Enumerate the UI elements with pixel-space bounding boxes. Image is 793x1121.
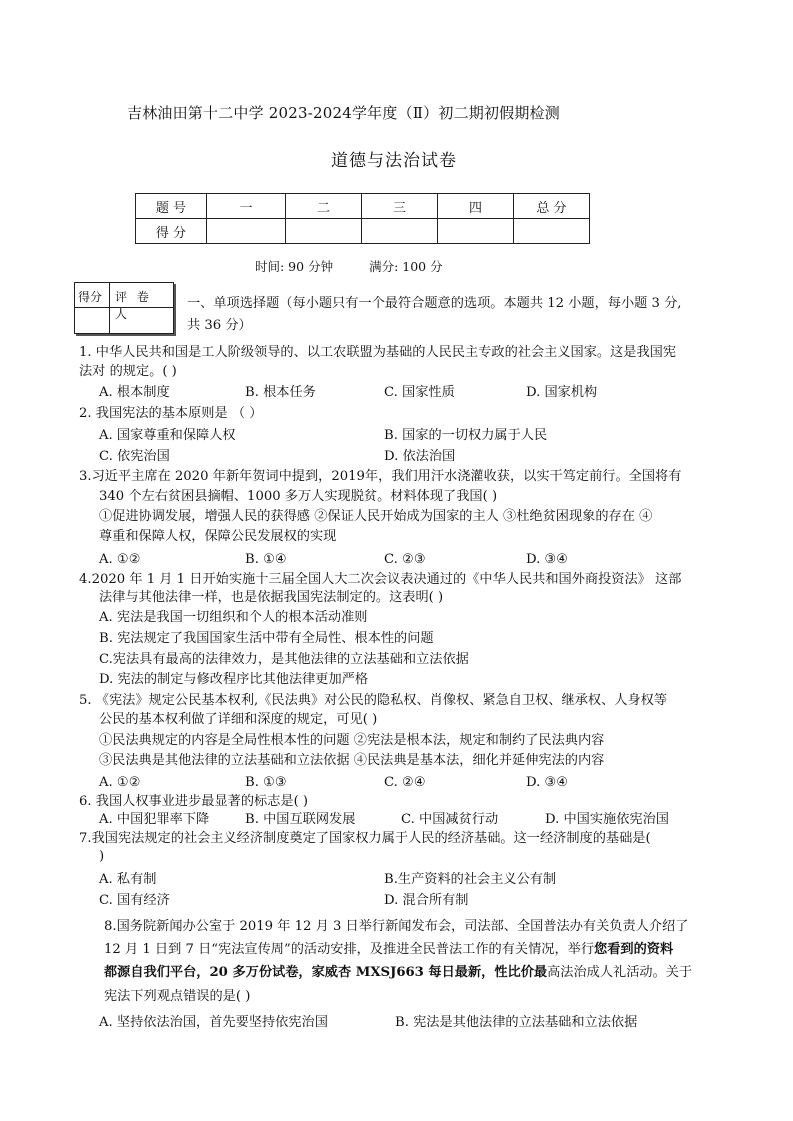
question-stem: ) (99, 849, 105, 864)
question-stem: 4.2020 年 1 月 1 日开始实施十三届全国人大二次会议表决通过的《中华人民共和国外商投资法》 这部 (79, 572, 682, 587)
section-heading-line2: 共 36 分） (187, 318, 252, 333)
option: A. 私有制 (99, 872, 157, 887)
option: C. 依宪治国 (99, 449, 170, 464)
option: C. 国有经济 (99, 893, 170, 908)
score-cell: 一 (207, 194, 286, 219)
option: B. ①④ (245, 552, 287, 567)
question-stem: 5. 《宪法》规定公民基本权利,《民法典》对公民的隐私权、肖像权、紧急自卫权、继承权、人身权等 (79, 693, 668, 708)
exam-time: 时间: 90 分钟 (255, 259, 334, 274)
score-table-score-row (136, 219, 590, 244)
exam-info (255, 257, 443, 275)
score-blank-cell (286, 219, 362, 244)
score-cell: 二 (286, 194, 362, 219)
score-blank-cell (207, 219, 286, 244)
question-stem: ①促进协调发展，增强人民的获得感 ②保证人民开始成为国家的主人 ③杜绝贫困现象的存在 ④ (99, 509, 653, 524)
question-stem: 1. 中华人民共和国是工人阶级领导的、以工农联盟为基础的人民民主专政的社会主义国家。这是我国宪 (79, 345, 677, 360)
question-stem (104, 940, 673, 960)
question-stem: 7.我国宪法规定的社会主义经济制度奠定了国家权力属于人民的经济基础。这一经济制度的基础是( (79, 831, 651, 846)
option: A. ①② (99, 552, 141, 567)
option: B. 中国互联网发展 (245, 812, 356, 827)
question-stem: 3.习近平主席在 2020 年新年贺词中提到，2019年，我们用汗水浇灌收获，以实干笃定前行。全国将有 (79, 469, 682, 484)
option: A. 宪法是我国一切组织和个人的根本活动准则 (99, 610, 368, 625)
question-stem: 公民的基本权利做了详细和深度的规定，可见( ) (99, 712, 378, 727)
option: D. 依法治国 (384, 449, 456, 464)
option: C. ②④ (384, 775, 426, 790)
score-cell: 得 分 (136, 219, 207, 244)
score-cell: 三 (362, 194, 438, 219)
option: D. 宪法的制定与修改程序比其他法律更加严格 (99, 672, 369, 687)
section-heading-line1: 一、单项选择题（每小题只有一个最符合题意的选项。本题共 12 小题，每小题 3 分, (187, 296, 682, 311)
score-table (135, 193, 590, 244)
question-stem: 340 个左右贫困县摘帽、1000 多万人实现脱贫。材料体现了我国( ) (99, 489, 498, 504)
score-cell: 题 号 (136, 194, 207, 219)
score-cell: 四 (438, 194, 514, 219)
stem-text: 高法治成人礼活动。关于 (547, 965, 693, 980)
option: A. 中国犯罪率下降 (99, 812, 210, 827)
question-stem: 6. 我国人权事业进步最显著的标志是( ) (79, 794, 309, 809)
score-blank-cell (362, 219, 438, 244)
grader-name-label: 评 卷 人 (115, 290, 152, 321)
stem-bold-text: 都源自我们平台，20 多万份试卷，家威杏 MXSJ663 每日最新，性比价最 (104, 965, 548, 980)
exam-full-score: 满分: 100 分 (369, 259, 443, 274)
question-stem: 8.国务院新闻办公室于 2019 年 12 月 3 日举行新闻发布会，司法部、全国普法办有关负责人介绍了 (104, 919, 689, 934)
question-stem: 尊重和保障人权，保障公民发展权的实现 (99, 529, 337, 544)
option: C. ②③ (384, 552, 426, 567)
option: A. 国家尊重和保障人权 (99, 428, 236, 443)
grader-box (74, 282, 174, 334)
option: B. 宪法规定了我国国家生活中带有全局性、根本性的问题 (99, 631, 434, 646)
question-stem: 2. 我国宪法的基本原则是 （ ） (79, 406, 263, 421)
option: A. ①② (99, 775, 141, 790)
question-stem: ③民法典是其他法律的立法基础和立法依据 ④民法典是基本法，细化并延伸宪法的内容 (99, 753, 605, 768)
option: C.宪法具有最高的法律效力，是其他法律的立法基础和立法依据 (99, 652, 469, 667)
option: D. 国家机构 (526, 385, 598, 400)
option: C. 国家性质 (384, 385, 455, 400)
option: A. 坚持依法治国，首先要坚持依宪治国 (99, 1015, 328, 1030)
score-blank-cell (438, 219, 514, 244)
score-cell: 总 分 (514, 194, 590, 219)
exam-subject-title: 道德与法治试卷 (331, 151, 457, 171)
option: A. 根本制度 (99, 385, 170, 400)
question-stem: 宪法下列观点错误的是( ) (104, 989, 251, 1004)
question-stem: 法律与其他法律一样，也是依据我国宪法制定的。这表明( ) (99, 590, 444, 605)
option: B. 宪法是其他法律的立法基础和立法依据 (395, 1015, 638, 1030)
grader-box-divider (109, 283, 110, 333)
stem-bold-text: 您看到的资料 (594, 942, 674, 957)
question-stem: 法对 的规定。( ) (79, 364, 177, 379)
option: D. 中国实施依宪治国 (545, 812, 669, 827)
option: B.生产资料的社会主义公有制 (384, 872, 557, 887)
score-blank-cell (514, 219, 590, 244)
question-stem: ①民法典规定的内容是全局性根本性的问题 ②宪法是根本法，规定和制约了民法典内容 (99, 733, 605, 748)
option: D. ③④ (526, 775, 569, 790)
option: D. 混合所有制 (384, 893, 469, 908)
exam-school-title: 吉林油田第十二中学 2023-2024学年度（Ⅱ）初二期初假期检测 (127, 104, 560, 122)
option: D. ③④ (526, 552, 569, 567)
score-table-header-row (136, 194, 590, 219)
question-stem (104, 963, 692, 983)
option: B. 国家的一切权力属于人民 (384, 428, 548, 443)
option: B. ①③ (245, 775, 287, 790)
option: B. 根本任务 (245, 385, 316, 400)
stem-text: 12 月 1 日到 7 日“宪法宣传周”的活动安排，及推进全民普法工作的有关情况，举行 (104, 942, 595, 957)
grader-score-label: 得分 (78, 290, 103, 304)
option: C. 中国减贫行动 (401, 812, 499, 827)
